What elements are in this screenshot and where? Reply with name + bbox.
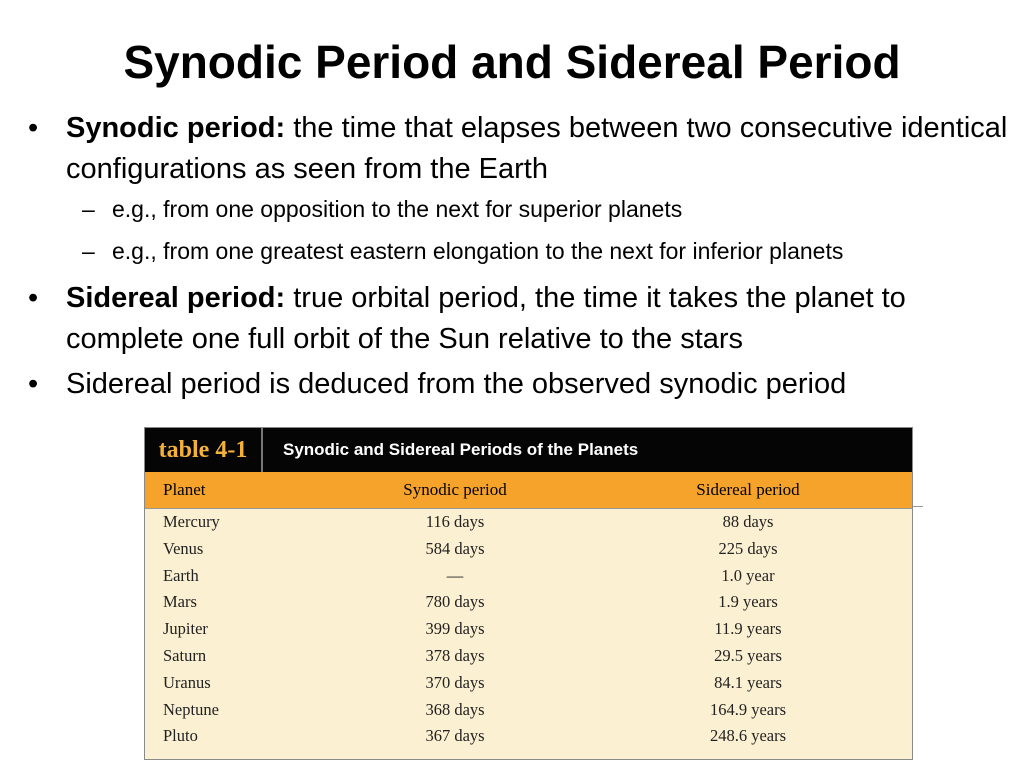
slide-title: Synodic Period and Sidereal Period [123,36,901,88]
cell-sidereal: 164.9 years [709,699,787,719]
table-row [145,536,912,563]
planet-periods-table [144,427,913,760]
cell-synodic: 367 days [425,726,485,746]
bullet-text: the time that elapses between two consecutive identical configurations as seen from the Earth [66,112,1008,185]
sub-bullet-mark: – [82,196,95,222]
sub-bullet [0,236,1024,266]
cell-planet: Pluto [163,726,198,746]
bullet-text: true orbital period, the time it takes the planet to complete one full orbit of the Sun relative to the stars [66,282,906,355]
cell-sidereal: 248.6 years [709,726,787,746]
cell-planet: Mars [163,592,197,612]
cell-sidereal: 84.1 years [714,672,782,692]
table-row [145,643,912,670]
cell-sidereal: 88 days [722,512,774,531]
cell-planet: Venus [163,538,204,558]
cell-synodic: 368 days [425,699,485,719]
sub-bullet-list [0,194,1024,266]
cell-synodic: 399 days [425,619,485,639]
cell-planet: Earth [163,565,199,585]
sub-bullet-mark: – [82,238,95,264]
table-body [145,509,912,750]
bullet-deduced [0,364,1024,405]
cell-sidereal: 1.0 year [721,565,775,585]
cell-sidereal: 29.5 years [714,645,782,665]
cell-sidereal: 225 days [718,538,778,558]
bullet-synodic [0,108,1024,190]
table-row [145,589,912,616]
bullet-text: Sidereal period is deduced from the observed synodic period [66,368,847,400]
cell-planet: Uranus [163,672,211,692]
table-row [145,509,912,536]
cell-sidereal: 11.9 years [714,619,782,639]
cell-synodic: 780 days [425,592,485,612]
table-column-headers [145,472,913,509]
cell-planet: Jupiter [163,619,208,639]
table-row [145,563,912,590]
table-number-tag: table 4-1 [145,428,263,472]
bullet-bold-term: Synodic period: [66,112,286,144]
table-row [145,723,912,750]
cell-planet: Neptune [163,699,219,719]
table-header-bar [145,428,912,472]
cell-synodic: 370 days [425,672,485,692]
cell-synodic: 116 days [425,512,485,531]
table-row [145,670,912,697]
column-header-planet: Planet [163,480,206,499]
column-header-synodic: Synodic period [403,480,507,499]
bullet-bold-term: Sidereal period: [66,282,286,314]
bullet-mark: • [28,112,39,144]
cell-synodic: 378 days [425,645,485,665]
bullet-mark: • [28,368,39,400]
cell-sidereal: 1.9 years [718,592,778,612]
sub-bullet-text: e.g., from one greatest eastern elongation to the next for inferior planets [112,238,844,264]
table-row [145,616,912,643]
cell-synodic: — [446,565,464,585]
sub-bullet-text: e.g., from one opposition to the next for superior planets [112,196,683,222]
table-row [145,697,912,724]
bullet-mark: • [28,282,39,314]
cell-synodic: 584 days [425,538,485,558]
table-rule-extension [913,506,923,507]
bullet-sidereal [0,278,1024,360]
cell-planet: Mercury [163,512,220,531]
cell-planet: Saturn [163,645,207,665]
sub-bullet [0,194,1024,224]
column-header-sidereal: Sidereal period [696,480,800,499]
table-title: Synodic and Sidereal Periods of the Planets [283,440,639,459]
bullet-list [0,108,1024,409]
